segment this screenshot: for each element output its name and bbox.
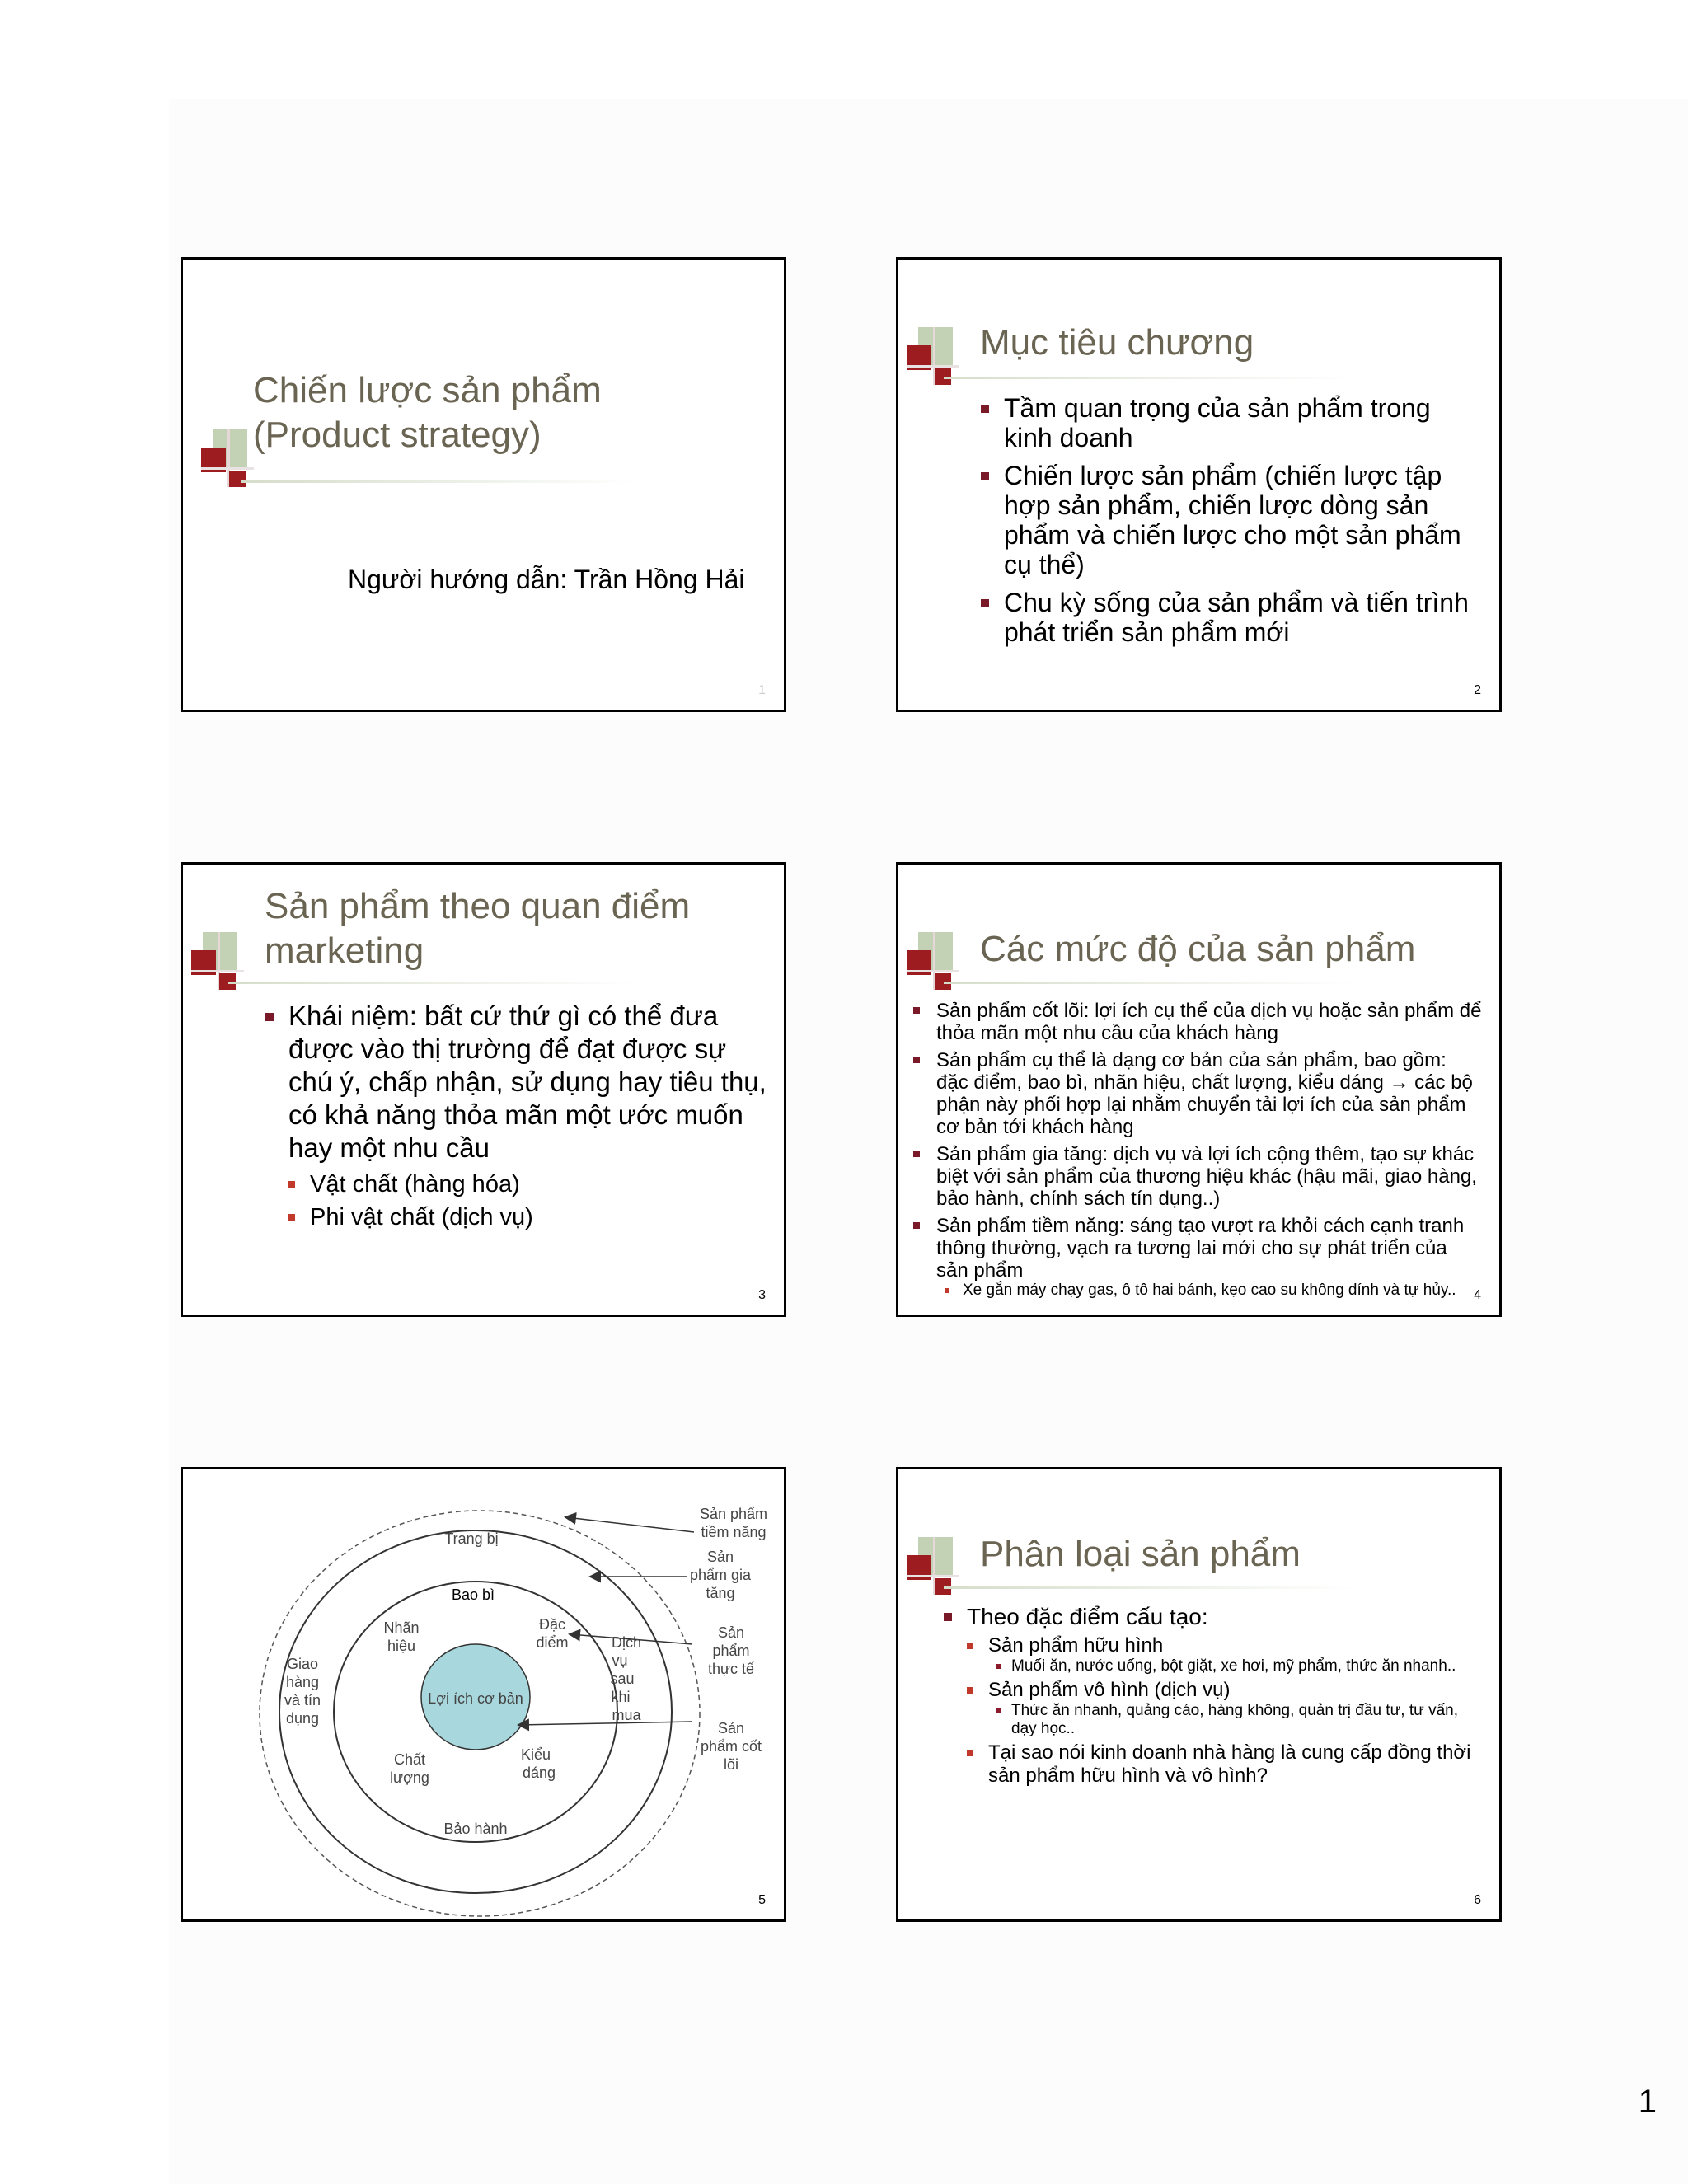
slide-title — [265, 884, 690, 973]
label-dac-diem-1: Đặc — [538, 1616, 566, 1633]
slide-2 — [896, 257, 1502, 712]
label-bao-bi: Bao bì — [451, 1586, 495, 1603]
slide-title — [253, 368, 602, 457]
slide-decoration — [201, 429, 259, 487]
author: Người hướng dẫn: Trần Hồng Hải — [348, 565, 745, 594]
label-gia-tang-3: tăng — [706, 1585, 735, 1601]
label-cot-loi-3: lõi — [723, 1756, 739, 1773]
slide-title: Phân loại sản phẩm — [980, 1534, 1301, 1574]
slide-title: Mục tiêu chương — [980, 322, 1254, 363]
title-line-2: (Product strategy) — [253, 415, 542, 455]
slide-number: 4 — [1474, 1288, 1481, 1302]
label-dv-2: vụ — [612, 1652, 628, 1669]
label-cot-loi-1: Sản — [717, 1720, 745, 1736]
label-giao-1: Giao — [286, 1656, 319, 1672]
title-rule — [228, 982, 640, 984]
sub-item: Vật chất (hàng hóa) — [288, 1168, 776, 1201]
slide-5 — [181, 1467, 786, 1922]
list-item: Theo đặc điểm cấu tạo: Sản phẩm hữu hình Muối ăn, nước uống, bột giặt, xe hơi, mỹ phẩm, thức ăn nhanh.. Sản phẩm vô hình (dịch vụ) Thức ăn nhanh, quảng cáo, hàng không, quản trị đầu tư, tư vấn, dạy học.. Tại sao nói kinh doanh nhà hàng là cung cấp đồng thời sản phẩm hữu hình và vô hình? — [944, 1603, 1479, 1788]
list-item: Chu kỳ sống của sản phẩm và tiến trình phát triển sản phẩm mới — [981, 588, 1484, 647]
core-label: Lợi ích cơ bản — [428, 1690, 523, 1707]
label-chat-luong-1: Chất — [393, 1751, 426, 1768]
label-giao-2: hàng — [285, 1674, 320, 1690]
label-thuc-te-1: Sản — [717, 1624, 745, 1641]
label-kieu-dang-2: dáng — [522, 1765, 556, 1781]
list-item: Tầm quan trọng của sản phẩm trong kinh doanh — [981, 393, 1484, 452]
slide-number: 6 — [1474, 1893, 1481, 1907]
title-line-1: Chiến lược sản phẩm — [253, 370, 602, 410]
slide-4 — [896, 862, 1502, 1317]
arrow-core — [519, 1722, 692, 1725]
example-item: Thức ăn nhanh, quảng cáo, hàng không, quản trị đầu tư, tư vấn, dạy học.. — [988, 1702, 1479, 1738]
label-gia-tang-1: Sản — [706, 1549, 734, 1565]
label-kieu-dang-1: Kiểu — [520, 1746, 551, 1763]
label-chat-luong-2: lượng — [390, 1769, 429, 1786]
slide-title: Các mức độ của sản phẩm — [980, 929, 1416, 969]
list-item: Chiến lược sản phẩm (chiến lược tập hợp sản phẩm, chiến lược dòng sản phẩm và chiến lược cho một sản phẩm cụ thể) — [981, 461, 1484, 579]
label-nhan-hieu-1: Nhãn — [383, 1619, 420, 1636]
title-line-2: marketing — [265, 930, 424, 971]
label-giao-4: dụng — [285, 1710, 320, 1727]
label-giao-3: và tín — [284, 1692, 321, 1708]
slide-number: 3 — [758, 1288, 766, 1302]
label-thuc-te-3: thực tế — [707, 1661, 755, 1677]
slide-1 — [181, 257, 786, 712]
title-rule — [944, 377, 1356, 379]
sub-list — [967, 1634, 1479, 1788]
bullet-list — [944, 1603, 1479, 1788]
label-dac-diem-2: điểm — [536, 1634, 569, 1651]
label-tiem-nang-1: Sản phẩm — [699, 1506, 768, 1522]
sub-list — [288, 1168, 776, 1234]
list-item: Sản phẩm cốt lõi: lợi ích cụ thể của dịch vụ hoặc sản phẩm để thỏa mãn một nhu cầu của khách hàng — [913, 1000, 1482, 1044]
bullet-list — [981, 393, 1484, 655]
bullet-list — [265, 1000, 776, 1234]
title-rule — [944, 1586, 1356, 1589]
sub-item: Xe gắn máy chạy gas, ô tô hai bánh, kẹo cao su không dính và tự hủy.. — [936, 1282, 1482, 1300]
bullet-list — [913, 1000, 1482, 1305]
arrow-potential — [566, 1517, 694, 1532]
title-rule — [944, 982, 1356, 984]
list-item: Sản phẩm cụ thể là dạng cơ bản của sản phẩm, bao gồm: đặc điểm, bao bì, nhãn hiệu, chất lượng, kiểu dáng → các bộ phận này phối hợp lại nhằm chuyển tải lợi ích của sản phẩm cơ bản tới khách hàng — [913, 1049, 1482, 1138]
label-nhan-hieu-2: hiệu — [387, 1638, 416, 1654]
slide-6 — [896, 1467, 1502, 1922]
label-dv-5: mua — [612, 1707, 641, 1723]
slide-number: 5 — [758, 1893, 766, 1907]
example-item: Muối ăn, nước uống, bột giặt, xe hơi, mỹ phẩm, thức ăn nhanh.. — [988, 1657, 1479, 1675]
list-item: Sản phẩm tiềm năng: sáng tạo vượt ra khỏi cách cạnh tranh thông thường, vạch ra tương lai mới cho sự phát triển của sản phẩm Xe gắn máy chạy gas, ô tô hai bánh, kẹo cao su không dính và tự hủy.. — [913, 1215, 1482, 1300]
label-dv-1: Dịch — [611, 1634, 642, 1651]
label-gia-tang-2: phẩm gia — [689, 1567, 752, 1583]
sub-list — [936, 1282, 1482, 1300]
label-cot-loi-2: phẩm cốt — [700, 1738, 762, 1755]
list-item: Sản phẩm gia tăng: dịch vụ và lợi ích cộng thêm, tạo sự khác biệt với sản phẩm của thương hiệu khác (hậu mãi, giao hàng, bảo hành, chính sách tín dụng..) — [913, 1143, 1482, 1210]
slide-number: 2 — [1474, 683, 1481, 697]
product-levels-diagram — [183, 1469, 784, 1919]
example-list — [988, 1657, 1479, 1675]
sub-item: Tại sao nói kinh doanh nhà hàng là cung cấp đồng thời sản phẩm hữu hình và vô hình? — [967, 1741, 1479, 1788]
label-tiem-nang-2: tiềm năng — [701, 1524, 767, 1540]
page-number: 1 — [1638, 2083, 1657, 2120]
title-line-1: Sản phẩm theo quan điểm — [265, 886, 691, 926]
label-thuc-te-2: phẩm — [712, 1643, 750, 1659]
sub-item: Phi vật chất (dịch vụ) — [288, 1201, 776, 1234]
slide-3 — [181, 862, 786, 1317]
label-dv-4: khi — [611, 1689, 631, 1705]
sub-item: Sản phẩm vô hình (dịch vụ) Thức ăn nhanh, quảng cáo, hàng không, quản trị đầu tư, tư vấn, dạy học.. — [967, 1679, 1479, 1738]
slide-number: 1 — [758, 683, 766, 697]
label-bao-hanh: Bảo hành — [443, 1821, 508, 1837]
label-dv-3: sau — [610, 1671, 635, 1687]
list-item: Khái niệm: bất cứ thứ gì có thể đưa được vào thị trường để đạt được sự chú ý, chấp nhận, sử dụng hay tiêu thụ, có khả năng thỏa mãn một ước muốn hay một nhu cầu Vật chất (hàng hóa) Phi vật chất (dịch vụ) — [265, 1000, 776, 1234]
title-rule — [241, 480, 636, 483]
label-trang-bi: Trang bị — [444, 1530, 499, 1547]
sub-item: Sản phẩm hữu hình Muối ăn, nước uống, bột giặt, xe hơi, mỹ phẩm, thức ăn nhanh.. — [967, 1634, 1479, 1675]
example-list — [988, 1702, 1479, 1738]
